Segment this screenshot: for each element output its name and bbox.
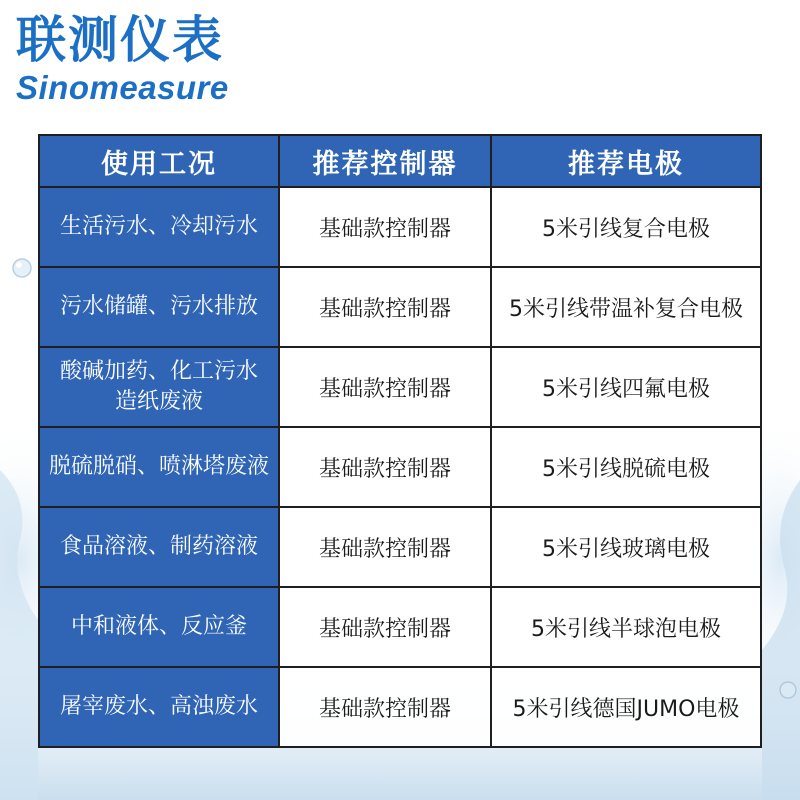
condition-text: 中和液体、反应釜 — [70, 614, 247, 639]
condition-text: 食品溶液、制药溶液 — [59, 534, 258, 559]
table-row — [39, 587, 761, 667]
table-header-row — [39, 135, 761, 187]
condition-text: 屠宰废水、高浊废水 — [59, 694, 258, 719]
brand-name-chinese: 联测仪表 — [16, 11, 224, 69]
condition-cell — [39, 267, 279, 347]
electrode-cell: 5米引线四氟电极 — [491, 347, 761, 427]
condition-text: 生活污水、冷却污水 — [59, 214, 258, 239]
table-row — [39, 507, 761, 587]
controller-cell: 基础款控制器 — [279, 667, 491, 747]
table-row — [39, 267, 761, 347]
electrode-cell: 5米引线带温补复合电极 — [491, 267, 761, 347]
controller-cell: 基础款控制器 — [279, 507, 491, 587]
controller-cell: 基础款控制器 — [279, 587, 491, 667]
electrode-cell: 5米引线德国JUMO电极 — [491, 667, 761, 747]
header-electrode: 推荐电极 — [491, 135, 761, 187]
brand-logo — [16, 10, 229, 106]
water-drop-icon — [13, 259, 31, 277]
header-condition: 使用工况 — [39, 135, 279, 187]
condition-cell — [39, 667, 279, 747]
condition-text-line2: 造纸废液 — [114, 389, 203, 414]
condition-text: 酸碱加药、化工污水 — [59, 359, 258, 384]
condition-cell — [39, 587, 279, 667]
electrode-cell: 5米引线玻璃电极 — [491, 507, 761, 587]
condition-cell — [39, 347, 279, 427]
table-row — [39, 667, 761, 747]
electrode-cell: 5米引线半球泡电极 — [491, 587, 761, 667]
condition-cell — [39, 507, 279, 587]
condition-cell — [39, 187, 279, 267]
electrode-cell: 5米引线脱硫电极 — [491, 427, 761, 507]
brand-name-english: Sinomeasure — [16, 69, 229, 106]
condition-cell — [39, 427, 279, 507]
condition-text: 脱硫脱硝、喷淋塔废液 — [48, 454, 269, 479]
electrode-cell: 5米引线复合电极 — [491, 187, 761, 267]
table-row — [39, 347, 761, 427]
condition-text: 污水储罐、污水排放 — [59, 294, 258, 319]
controller-cell: 基础款控制器 — [279, 347, 491, 427]
controller-cell: 基础款控制器 — [279, 267, 491, 347]
header-controller: 推荐控制器 — [279, 135, 491, 187]
controller-cell: 基础款控制器 — [279, 427, 491, 507]
table-row — [39, 187, 761, 267]
controller-cell: 基础款控制器 — [279, 187, 491, 267]
recommendation-table — [38, 134, 762, 748]
table-row — [39, 427, 761, 507]
